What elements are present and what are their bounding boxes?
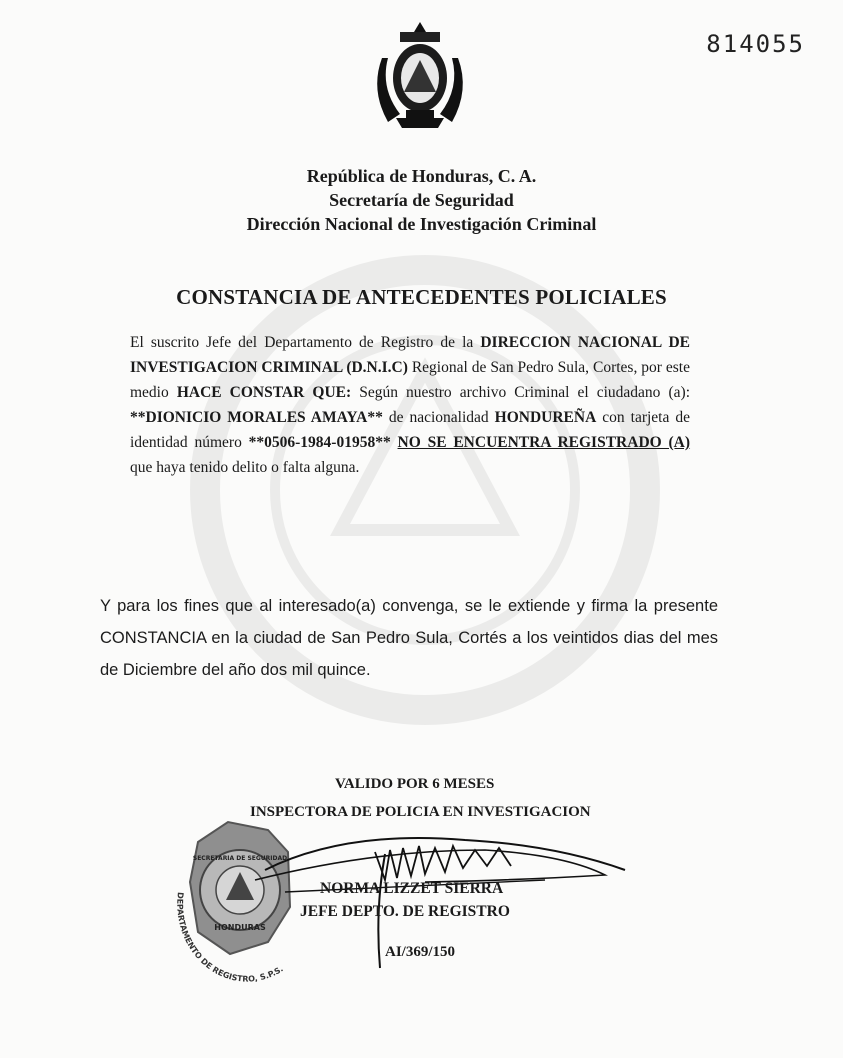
signer-name: NORMA LIZZET SIERRA — [320, 880, 504, 897]
body-certify: HACE CONSTAR QUE: — [176, 384, 352, 401]
seal-top-text: SECRETARIA DE SEGURIDAD — [192, 855, 288, 862]
seal-bottom-text: HONDURAS — [214, 923, 266, 932]
seal-ring-text: DEPARTAMENTO DE REGISTRO, S.P.S. — [175, 891, 285, 982]
reference-number: AI/369/150 — [385, 944, 456, 960]
signer-role: JEFE DEPTO. DE REGISTRO — [300, 903, 510, 920]
document-title: CONSTANCIA DE ANTECEDENTES POLICIALES — [176, 285, 667, 309]
body-text: Regional de San Pedro Sula, Cortes, por este medio — [130, 359, 690, 401]
body-text: Según nuestro archivo Criminal el ciudadano (a): — [351, 384, 691, 401]
body-text — [391, 434, 398, 451]
header-republic: República de Honduras, C. A. — [306, 166, 537, 186]
certificate-body — [130, 330, 690, 480]
body-text: con tarjeta de identidad número — [130, 409, 690, 451]
header-directorate: Dirección Nacional de Investigación Criminal — [246, 214, 597, 234]
nationality: HONDUREÑA — [494, 409, 597, 426]
citizen-name: **DIONICIO MORALES AMAYA** — [130, 409, 383, 426]
validity-note: VALIDO POR 6 MESES — [335, 776, 495, 792]
id-number: **0506-1984-01958** — [248, 434, 391, 451]
header-secretariat: Secretaría de Seguridad — [329, 190, 514, 210]
inspector-title: INSPECTORA DE POLICIA EN INVESTIGACION — [250, 804, 591, 820]
body-text: de nacionalidad — [382, 409, 495, 426]
body-institution: DIRECCION NACIONAL DE INVESTIGACION CRIMINAL (D.N.I.C) — [130, 334, 690, 376]
not-registered-statement: NO SE ENCUENTRA REGISTRADO (A) — [397, 434, 691, 451]
body-text: que haya tenido delito o falta alguna. — [130, 459, 360, 476]
serial-number: 814055 — [706, 30, 805, 58]
body-text: El suscrito Jefe del Departamento de Registro de la — [130, 334, 481, 351]
coat-of-arms-icon — [370, 18, 470, 130]
closing-paragraph: Y para los fines que al interesado(a) convenga, se le extiende y firma la presente CONSTANCIA en la ciudad de San Pedro Sula, Cortés a los veintidos dias del mes de Diciembre del año dos mil quince. — [100, 597, 718, 679]
